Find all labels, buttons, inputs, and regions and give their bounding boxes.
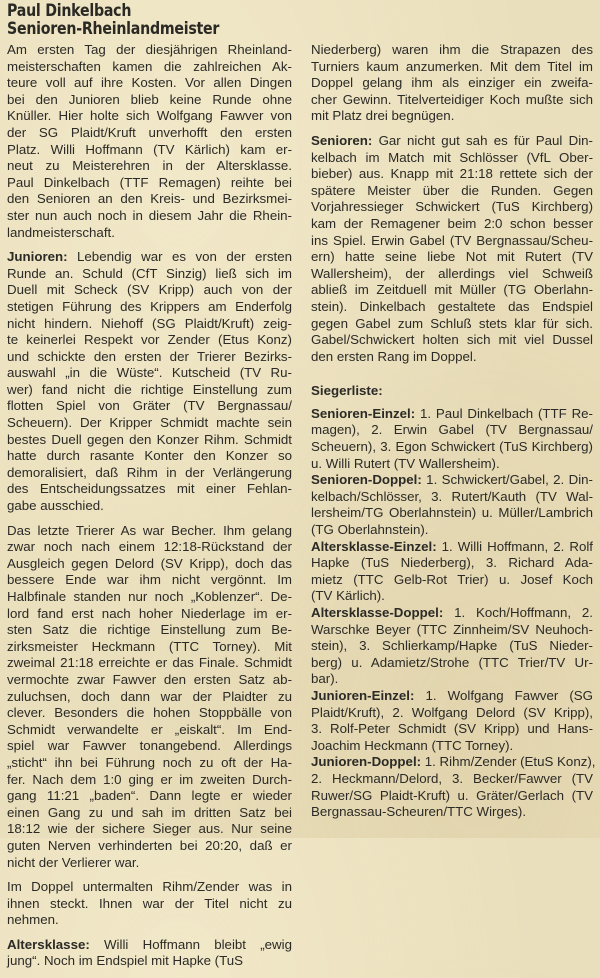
text-line [311,671,593,688]
line-text: Hapke (TuS Niederberg), 3. Richard Ada- [311,555,593,571]
line-text: Schmidt verwandelte er „eiskalt“. Im End- [7,721,292,737]
text-line [311,721,593,738]
line-text: lersheim/TG Oberlahnstein) u. Müller/Lambrich [311,505,593,521]
winner-entry [311,539,593,605]
text-line [7,821,292,838]
text-line [7,365,292,382]
text-line [311,249,593,266]
text-line [311,92,593,109]
text-line [7,432,292,449]
line-text: ihnen steckt. Ihnen war der Titel nicht zu [7,895,292,911]
text-line [311,133,593,150]
text-line [311,166,593,183]
line-text: Willi Hoffmann bleibt „ewig [89,936,292,952]
line-text: und schickte den ersten der Trierer Bezirks- [7,348,292,364]
line-text: landmeisterschaft. [7,224,115,240]
line-text: sten Satz die richtige Einstellung zum Be- [7,622,292,638]
line-text: (TG Oberlahnstein). [311,522,429,538]
line-text: abließ im Zeitduell mit Müller (TG Oberlahn- [311,282,593,298]
text-line [7,722,292,739]
text-line [311,555,593,572]
text-line [311,199,593,216]
text-line [7,772,292,789]
text-line [311,59,593,76]
line-text: Niederberg) waren ihm die Strapazen des [311,42,593,57]
line-text: bar). [311,671,339,687]
line-text: Wallersheim), der allerdings viel Schweiß [311,265,593,281]
text-line [7,953,292,970]
text-line [311,705,593,722]
text-line [311,738,593,755]
text-line [7,738,292,755]
line-text: 1. Paul Dinkelbach (TTF Re- [415,405,593,421]
line-text: gabe ausschied. [7,498,104,514]
text-line [7,415,292,432]
line-text: nicht hindern. Niehoff (SG Plaidt/Kruft) zeig- [7,315,292,331]
line-text: Turniers kaum anzumerken. Mit dem Titel im [311,58,593,74]
text-line [7,266,292,283]
text-line [311,771,593,788]
text-line [7,448,292,465]
text-line [7,175,292,192]
text-line [7,398,292,415]
text-line [7,299,292,316]
text-line [7,805,292,822]
section-lead: Altersklasse-Doppel: [311,605,444,620]
text-line [311,456,593,473]
text-line [311,605,593,622]
text-line [7,556,292,573]
line-text: Duell mit Scheck (SV Kripp) auch von der [7,282,292,298]
text-line [311,42,593,59]
line-text: Lebendig war es von der ersten [67,249,292,265]
line-text: Knüller. Hier holte sich Wolfgang Fawver von [7,108,292,124]
line-text: Das letzte Trierer As war Becher. Ihm gelang [7,522,292,538]
text-line [311,406,593,423]
line-text: jung“. Noch im Endspiel mit Hapke (TuS [7,953,243,969]
line-text: 18:12 wie der sichere Sieger aus. Nur seine [7,821,292,837]
text-line [7,838,292,855]
text-line [7,639,292,656]
line-text: cher Gewinn. Titelverteidiger Koch mußte sich [311,91,593,107]
text-line [311,539,593,556]
text-line [7,788,292,805]
text-line [7,382,292,399]
text-line [7,142,292,159]
line-text: einen Gang zu und sah im dritten Satz bei [7,804,292,820]
text-line [7,689,292,706]
line-text: des Entscheidungssatzes mit einer Fehlan- [7,481,292,497]
line-text: 1. Schwickert/Gabel, 2. Din- [421,472,593,488]
section-lead: Altersklasse-Einzel: [311,538,437,554]
text-line [7,498,292,515]
line-text: kelbach/Schlösser, 3. Rutert/Kauth (TV Wal- [311,488,593,504]
line-text: bestes Duell gegen den Konzer Rihm. Schmidt [7,431,292,447]
line-text: ster nun auch noch in diesem Jahr die Rhein- [7,207,292,223]
line-text: Am ersten Tag der diesjährigen Rheinland- [7,42,292,57]
text-line [7,572,292,589]
line-text: ins Spiel. Erwin Gabel (TV Bergnassau/Scheu- [311,232,593,248]
text-line [7,465,292,482]
text-line [7,42,292,59]
headline-line-1: Paul Dinkelbach [7,1,132,20]
text-line [7,225,292,242]
text-line [7,523,292,540]
line-text: Vorjahressieger Schwickert (TuS Kirchberg) [311,199,593,215]
line-text: (TV Kärlich). [311,588,385,604]
line-text: stetigen Führung des Krippers am Enderfolg [7,298,292,314]
text-line [311,75,593,92]
line-text: Runde an. Schuld (CfT Sinzig) ließ sich im [7,265,292,281]
text-line [311,522,593,539]
text-line [311,349,593,366]
line-text: Ruwer/SG Plaidt-Kruft) u. Gräter/Gerlach (TV [311,787,593,803]
text-line [311,804,593,821]
text-line [7,622,292,639]
winners-heading: Siegerliste: [311,383,383,399]
text-line [7,282,292,299]
line-text: magen), 2. Erwin Gabel (TV Bergnassau/ [311,422,593,438]
line-text: berg) u. Adamietz/Strohe (TTC Trier/TV Ur- [311,654,593,670]
text-line [7,937,292,954]
line-text: zuluchsen, doch dann war der Plaidter zu [7,688,292,704]
text-line [311,754,596,771]
text-line [7,332,292,349]
line-text: Plaidt/Kruft), 2. Wolfgang Delord (SV Kripp), [311,704,593,720]
text-line [311,489,593,506]
text-line [7,705,292,722]
line-text: u. Willi Rutert (TV Wallersheim). [311,455,500,471]
paragraph [311,42,593,125]
text-line [311,422,593,439]
line-text: clever. Besonders die hohen Stoppbälle von [7,705,292,721]
text-line [7,59,292,76]
section-lead: Senioren-Einzel: [311,405,416,421]
text-line [311,622,593,639]
text-line [311,439,593,456]
line-text: neut zu Meisterehren in der Altersklasse. [7,158,292,174]
text-line [7,755,292,772]
line-text: flotten Spiel von Gräter (TV Bergnassau/ [7,398,292,414]
winner-entry [311,754,596,820]
line-text: zwar noch nach einem 12:18-Rückstand der [7,539,292,555]
text-line [311,299,593,316]
text-line [311,472,593,489]
winner-entry [311,688,593,754]
paragraph [7,937,292,970]
line-text: meisterschaften kamen die zahlreichen Ak- [7,58,292,74]
text-line [7,208,292,225]
text-line [311,266,593,283]
line-text: bieber) aus. Knapp mit 21:18 rettete sich der [311,166,593,182]
line-text: Scheuern), 3. Egon Schwickert (TuS Kirchberg) [311,439,593,455]
text-line [311,572,593,589]
text-line [7,896,292,913]
line-text: Paul Dinkelbach (TTF Remagen) reihte bei [7,174,292,190]
text-line [7,316,292,333]
paragraph [7,42,292,241]
text-line [311,588,593,605]
paragraph [7,523,292,871]
text-line [7,125,292,142]
text-line [311,638,593,655]
line-text: Gar nicht gut sah es für Paul Din- [372,132,593,148]
line-text: demoralisiert, daß Rihm in der Verlängerung [7,464,292,480]
line-text: den Senioren an den Kreis- und Bezirksmei- [7,191,292,207]
text-line [7,655,292,672]
line-text: teure voll auf ihre Kosten. Vor allen Dingen [7,75,292,91]
line-text: wer) fand nicht die richtige Einstellung zum [7,381,292,397]
line-text: bessere Ende war ihm nicht vergönnt. Im [7,572,292,588]
line-text: 1. Wolfgang Fawver (SG [414,687,593,703]
line-text: stein), 3. Schlierkamp/Hapke (TuS Nieder- [311,638,593,654]
left-body [7,42,292,970]
line-text: gegen Gabel zum Schluß stets klar für sich. [311,315,593,331]
text-line [7,75,292,92]
text-line [7,92,292,109]
section-lead: Junioren-Doppel: [311,754,422,770]
text-line [311,183,593,200]
paragraph [311,133,593,365]
line-text: den ersten Rang im Doppel. [311,348,477,364]
section-lead: Senioren: [311,132,373,148]
line-text: 1. Koch/Hoffmann, 2. [443,605,593,620]
text-line [7,606,292,623]
text-line [311,655,593,672]
line-text: Warschke Beyer (TTC Zinnheim/SV Neuhoch- [311,621,593,637]
section-lead: Altersklasse: [7,936,90,952]
right-body [311,42,593,365]
line-text: fer. Nach dem 1:0 ging er im zweiten Durch- [7,771,292,787]
line-text: hatte durch rasante Konter den Konzer so [7,448,292,464]
headline-line-2: Senioren-Rheinlandmeister [7,19,220,38]
text-line [7,912,292,929]
line-text: guten Nerven verhinderten bei 20:20, daß er [7,837,292,853]
line-text: Ausgleich gegen Delord (SV Kripp), doch das [7,555,292,571]
paragraph [7,879,292,929]
text-line [7,855,292,872]
text-line [311,108,593,125]
line-text: nicht der Verlierer war. [7,854,140,870]
line-text: nehmen. [7,912,59,928]
line-text: 3. Rolf-Peter Schmidt (SV Kripp) und Hans- [311,721,593,737]
line-text: lord fand erst nach hoher Niederlage im er- [7,605,292,621]
winner-entry [311,406,593,472]
text-line [311,688,593,705]
line-text: kelbach im Match mit Schlösser (VfL Ober- [311,149,593,165]
text-line [311,505,593,522]
line-text: der SG Plaidt/Kruft unverhofft den ersten [7,124,292,140]
text-line [7,539,292,556]
line-text: Scheuern). Der Kripper Schmidt machte sein [7,415,292,431]
line-text: 2. Heckmann/Delord, 3. Becker/Fawver (TV [311,770,593,786]
text-line [311,150,593,167]
line-text: auswahl „in die Wüste“. Kutscheid (TV Ru- [7,365,292,381]
line-text: Platz. Willi Hoffmann (TV Kärlich) kam er- [7,141,292,157]
line-text: Joachim Heckmann (TTC Torney). [311,737,514,753]
line-text: spiel war Fawver tonangebend. Allerdings [7,738,292,754]
line-text: Bergnassau-Scheuren/TTC Wirges). [311,804,527,820]
line-text: te keinerlei Respekt vor Zender (Etus Konz) [7,332,292,348]
winner-entry [311,472,593,538]
text-line [311,316,593,333]
text-line [7,481,292,498]
line-text: 1. Willi Hoffmann, 2. Rolf [436,538,593,554]
line-text: Doppel gelang ihm als einziger ein zweifa- [311,75,593,91]
line-text: 1. Rihm/Zender (EtuS Konz), [421,754,596,770]
text-line [7,249,292,266]
text-line [311,332,593,349]
text-line [311,788,593,805]
article-headline [7,2,292,38]
line-text: bei den Junioren blieb keine Runde ohne [7,91,292,107]
line-text: ern) hatte seine liebe Not mit Rutert (TV [311,249,593,265]
paragraph [7,249,292,515]
line-text: zweimal 21:18 erreichte er das Finale. Schmidt [7,655,292,671]
right-column [311,42,596,821]
text-line [311,233,593,250]
line-text: spätere Meister über die Runden. Gegen [311,182,593,198]
line-text: Halbfinale standen nur noch „Koblenzer“. De- [7,589,292,604]
section-lead: Junioren: [7,249,68,265]
line-text: mit Platz drei begnügen. [311,108,455,124]
line-text: vermochte zwar Fawver den ersten Satz ab- [7,671,292,687]
text-line [311,216,593,233]
text-line [7,108,292,125]
text-line [7,879,292,896]
text-line [7,158,292,175]
text-line [7,589,292,606]
line-text: zirksmeister Heckmann (TTC Torney). Mit [7,638,292,654]
line-text: „sticht“ ihn bei Führung noch zu oft der Ha- [7,754,292,770]
line-text: Im Doppel untermalten Rihm/Zender was in [7,879,292,895]
text-line [7,672,292,689]
text-line [7,349,292,366]
left-column [7,0,292,978]
line-text: kam der Remagener beim 2:0 schon besser [311,215,593,231]
section-lead: Junioren-Einzel: [311,687,415,703]
line-text: gang 11:21 „baden“. Dann legte er wieder [7,788,292,804]
text-line [311,282,593,299]
section-lead: Senioren-Doppel: [311,472,422,488]
line-text: Gabel/Schwickert holten sich mit viel Dussel [311,332,593,348]
winner-entry [311,605,593,688]
winners-list [311,405,596,821]
line-text: mietz (TTC Gelb-Rot Trier) u. Josef Koch [311,571,593,587]
text-line [7,191,292,208]
line-text: stein). Dinkelbach gestaltete das Endspiel [311,298,593,314]
